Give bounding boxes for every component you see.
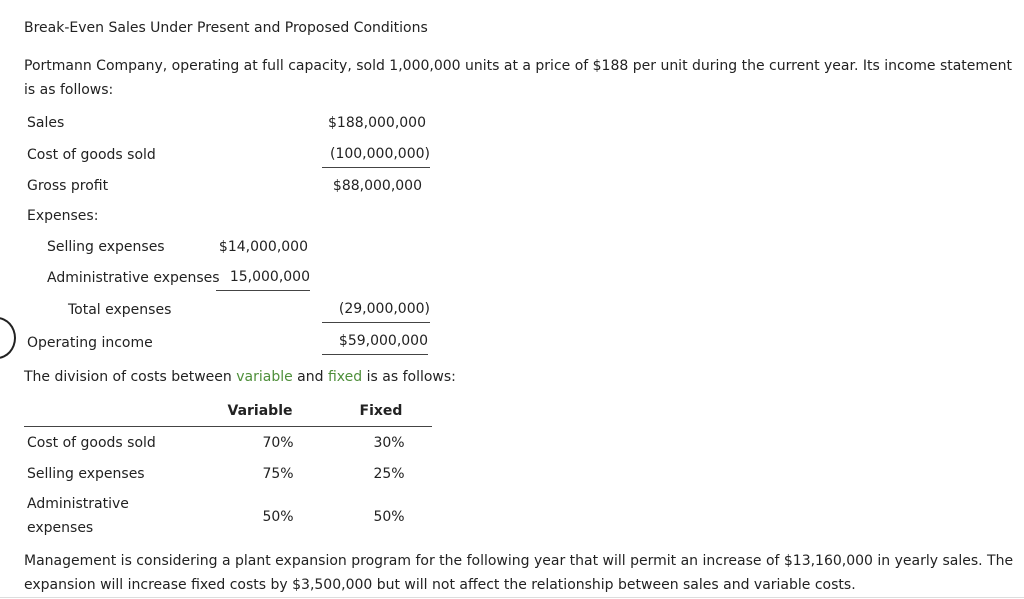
row-cogs-label: Cost of goods sold [27, 435, 156, 451]
page-title: Break-Even Sales Under Present and Proposed Conditions [24, 20, 428, 36]
row-admin-label-line1: Administrative [27, 496, 129, 512]
row-selling-label: Selling expenses [27, 466, 145, 482]
division-text-and: and [292, 369, 328, 385]
row-admin-label-line2: expenses [27, 520, 94, 536]
operating-income-value: $59,000,000 [322, 333, 428, 355]
division-sentence [24, 369, 456, 385]
gross-profit-value: $88,000,000 [332, 178, 422, 194]
col-header-fixed: Fixed [359, 403, 403, 419]
cogs-label: Cost of goods sold [27, 147, 156, 163]
variable-link[interactable]: variable [236, 369, 293, 385]
sales-label: Sales [27, 115, 65, 131]
bottom-divider [0, 597, 1024, 598]
gross-profit-label: Gross profit [27, 178, 109, 194]
row-admin-variable: 50% [262, 509, 294, 525]
intro-paragraph: Portmann Company, operating at full capacity, sold 1,000,000 units at a price of $188 per unit during the current year. Its income statement is as follows: [24, 58, 1013, 98]
admin-expenses-value: 15,000,000 [216, 269, 310, 291]
scroll-indicator-circle [0, 317, 16, 359]
division-text-before: The division of costs between [24, 369, 237, 385]
selling-expenses-value: $14,000,000 [218, 239, 308, 255]
row-selling-fixed: 25% [373, 466, 405, 482]
admin-expenses-label: Administrative expenses [47, 270, 220, 286]
row-admin-fixed: 50% [373, 509, 405, 525]
fixed-link[interactable]: fixed [327, 369, 363, 385]
total-expenses-label: Total expenses [68, 302, 172, 318]
col-header-variable: Variable [227, 403, 293, 419]
closing-paragraph: Management is considering a plant expansion program for the following year that will permit an increase of $13,160,000 in yearly sales. The expansion will increase fixed costs by $3,500,000 but will not affect the relationship between sales and variable costs. [24, 553, 1014, 593]
row-cogs-variable: 70% [262, 435, 294, 451]
total-expenses-value: (29,000,000) [322, 301, 430, 323]
sales-value: $188,000,000 [328, 115, 426, 131]
row-selling-variable: 75% [262, 466, 294, 482]
row-cogs-fixed: 30% [373, 435, 405, 451]
expenses-label: Expenses: [27, 208, 99, 224]
division-text-after: is as follows: [362, 369, 456, 385]
table-header-divider [24, 426, 432, 427]
selling-expenses-label: Selling expenses [47, 239, 165, 255]
cogs-value: (100,000,000) [322, 146, 430, 168]
operating-income-label: Operating income [27, 335, 153, 351]
